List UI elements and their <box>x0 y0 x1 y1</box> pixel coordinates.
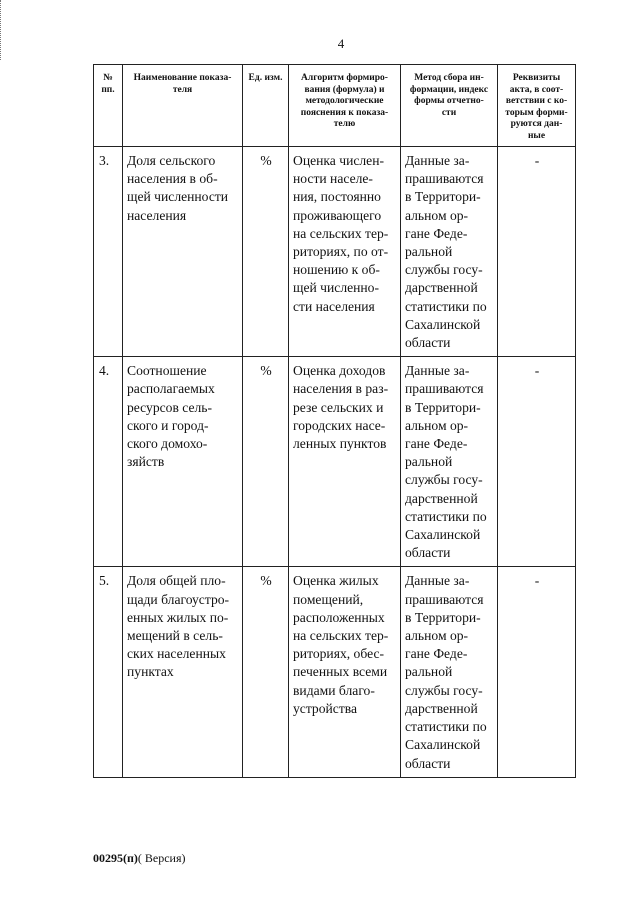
indicators-table <box>93 64 576 778</box>
header-name: Наименование показа- теля <box>123 65 243 147</box>
unit-of-measure: % <box>243 147 289 357</box>
table-row <box>94 567 576 777</box>
unit-of-measure: % <box>243 357 289 567</box>
act-requisites: - <box>498 567 576 777</box>
header-number: № пп. <box>94 65 123 147</box>
collection-method: Данные за- прашиваются в Территори- альном ор- гане Феде- ральной службы госу- дарственной статистики по Сахалинской области <box>401 357 498 567</box>
footer-version: ( Версия) <box>137 851 186 865</box>
indicator-name: Соотношение располагаемых ресурсов сель- ского и город- ского домохо- зяйств <box>123 357 243 567</box>
row-number: 3. <box>94 147 123 357</box>
row-number: 4. <box>94 357 123 567</box>
footer-code: 00295(п) <box>93 851 138 865</box>
header-requisites: Реквизиты акта, в соот- ветствии с ко- торым форми- руются дан- ные <box>498 65 576 147</box>
act-requisites: - <box>498 357 576 567</box>
algorithm-description: Оценка доходов населения в раз- резе сельских и городских насе- ленных пунктов <box>289 357 401 567</box>
document-footer-code <box>93 851 186 866</box>
header-method: Метод сбора ин- формации, индекс формы отчетно- сти <box>401 65 498 147</box>
header-unit: Ед. изм. <box>243 65 289 147</box>
table-row <box>94 357 576 567</box>
page-number: 4 <box>337 36 345 51</box>
table-header-row <box>94 65 576 147</box>
collection-method: Данные за- прашиваются в Территори- альном ор- гане Феде- ральной службы госу- дарственной статистики по Сахалинской области <box>401 147 498 357</box>
unit-of-measure: % <box>243 567 289 777</box>
row-number: 5. <box>94 567 123 777</box>
algorithm-description: Оценка числен- ности населе- ния, постоянно проживающего на сельских тер- риториях, по от- ношению к об- щей численно- сти населения <box>289 147 401 357</box>
indicator-name: Доля общей пло- щади благоустро- енных жилых по- мещений в сель- ских населенных пунктах <box>123 567 243 777</box>
algorithm-description: Оценка жилых помещений, расположенных на сельских тер- риториях, обес- печенных всеми видами благо- устройства <box>289 567 401 777</box>
header-algorithm: Алгоритм формиро- вания (формула) и методологические пояснения к показа- телю <box>289 65 401 147</box>
act-requisites: - <box>498 147 576 357</box>
collection-method: Данные за- прашиваются в Территори- альном ор- гане Феде- ральной службы госу- дарственной статистики по Сахалинской области <box>401 567 498 777</box>
table-row <box>94 147 576 357</box>
indicator-name: Доля сельского населения в об- щей численности населения <box>123 147 243 357</box>
scan-edge-mark <box>0 0 2 60</box>
